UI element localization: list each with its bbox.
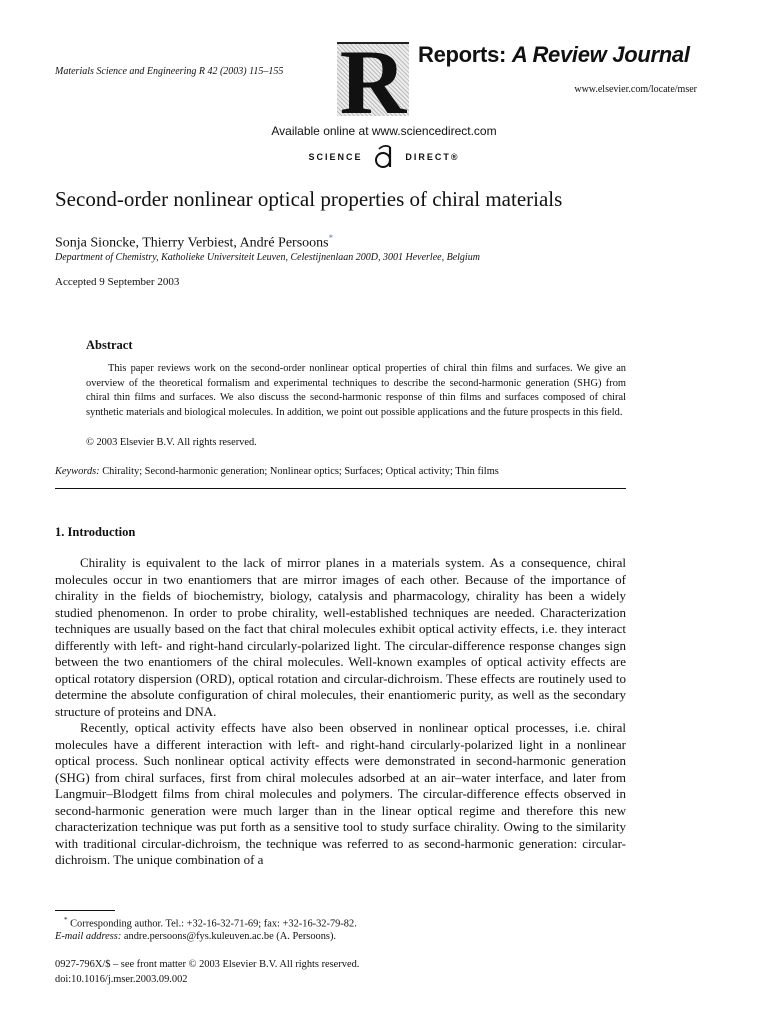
keywords-line	[55, 466, 499, 477]
abstract-body: This paper reviews work on the second-order nonlinear optical properties of chiral thin films and surfaces. We give an overview of the theoretical formalism and experimental techniques to describe the second-harmonic generation (SHG) from chiral thin films and surfaces. We also discuss the second-harmonic response of thin films and surfaces composed of chiral synthetic materials and biological molecules. In addition, we point out possible applications and the future prospects in this field.	[86, 363, 626, 418]
author-footnote-mark[interactable]: *	[328, 233, 334, 243]
footnote-divider	[55, 910, 115, 911]
footnote-corresponding	[64, 916, 357, 929]
affiliation: Department of Chemistry, Katholieke Universiteit Leuven, Celestijnenlaan 200D, 3001 Heverlee, Belgium	[55, 252, 480, 263]
footnote-mark: *	[64, 916, 68, 924]
series-title	[418, 42, 690, 68]
sd-left-word: SCIENCE	[308, 152, 363, 162]
series-title-italic: A Review Journal	[511, 42, 690, 67]
intro-paragraph-1: Chirality is equivalent to the lack of mirror planes in a materials system. As a consequence, chiral molecules occur in two enantiomers that are mirror images of each other. Because of the importance of chirality in the fields of biochemistry, biology, catalysis and pharmacology, chirality has been a widely studied phenomenon. In order to probe chirality, well-established techniques are needed. Characterization techniques are usually based on the fact that chiral molecules exhibit optical activity effects, i.e. they interact differently with left- and right-hand circularly-polarized light. The circular-difference response changes sign between the two enantiomers of the chiral molecules. Well-known examples of optical activity effects are optical rotatory dispersion (ORD), optical rotation and circular-dichroism. These effects are routinely used to determine the absolute configuration of chiral molecules, their enantiomeric purity, as well as the secondary structure of proteins and DNA.	[55, 555, 626, 719]
article-title: Second-order nonlinear optical properties of chiral materials	[55, 187, 563, 211]
doi-line[interactable]: doi:10.1016/j.mser.2003.09.002	[55, 974, 188, 985]
intro-paragraph-2: Recently, optical activity effects have also been observed in nonlinear optical processes, i.e. chiral molecules have a different interaction with left- and right-hand circularly-polarized light in a nonlinear optical process. Such nonlinear optical activity effects were demonstrated in second-harmonic generation (SHG) from chiral surfaces, first from chiral molecules adsorbed at an air–water interface, and later from Langmuir–Blodgett films from chiral molecules and polymers. The circular-difference effects observed in second-harmonic generation were much larger than in the linear optical regime and therefore this new characterization technique was put forth as a sensitive tool to study surface chirality. Owing to the similarity with traditional circular-dichroism, the technique was referred to as second-harmonic generation: circular-dichroism. The unique combination of a	[55, 720, 626, 867]
accepted-date: Accepted 9 September 2003	[55, 276, 180, 288]
abstract-heading: Abstract	[86, 338, 133, 352]
sd-right-word: DIRECT®	[405, 152, 460, 162]
journal-reference: Materials Science and Engineering R 42 (2003) 115–155	[55, 66, 284, 77]
intro-body	[55, 555, 626, 869]
logo-letter: R	[339, 42, 407, 116]
footnote-email	[55, 931, 336, 942]
footnote-corresponding-text: Corresponding author. Tel.: +32-16-32-71-69; fax: +32-16-32-79-82.	[70, 918, 357, 930]
front-matter-line: 0927-796X/$ – see front matter © 2003 Elsevier B.V. All rights reserved.	[55, 959, 360, 970]
journal-url-link[interactable]: www.elsevier.com/locate/mser	[574, 84, 697, 95]
abstract-copyright: © 2003 Elsevier B.V. All rights reserved.	[86, 437, 257, 448]
intro-heading: 1. Introduction	[55, 525, 136, 539]
available-online-text: Available online at www.sciencedirect.com	[271, 124, 497, 138]
email-label: E-mail address:	[55, 931, 122, 942]
sciencedirect-logo	[0, 143, 768, 171]
authors-text: Sonja Sioncke, Thierry Verbiest, André Persoons	[55, 235, 329, 251]
journal-logo	[337, 42, 409, 116]
email-link[interactable]: andre.persoons@fys.kuleuven.ac.be (A. Persoons).	[123, 931, 337, 942]
keywords-label: Keywords:	[55, 466, 100, 477]
series-title-prefix: Reports:	[418, 42, 507, 67]
section-divider	[55, 488, 626, 489]
author-list	[55, 233, 333, 252]
sciencedirect-d-icon	[370, 143, 398, 171]
keywords-text: Chirality; Second-harmonic generation; Nonlinear optics; Surfaces; Optical activity; Thin films	[102, 466, 499, 477]
